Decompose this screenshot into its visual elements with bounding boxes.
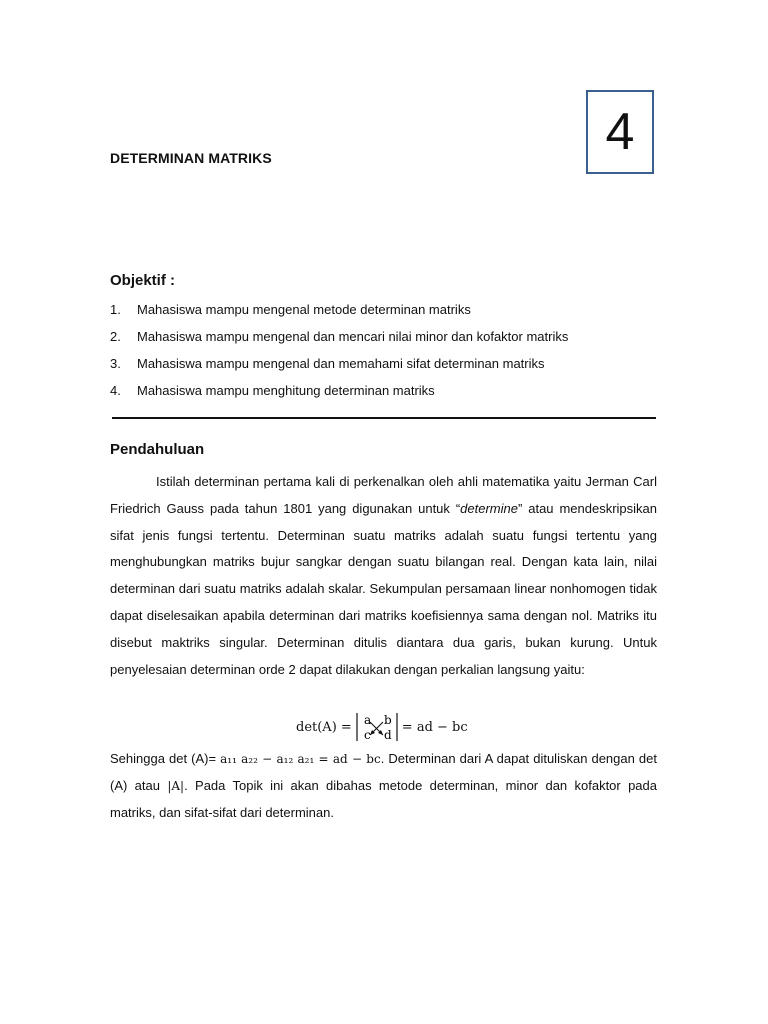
determinant-formula [296, 712, 468, 742]
entry-a: a [363, 713, 371, 727]
intro-paragraph [110, 469, 657, 683]
entry-d: d [383, 728, 392, 742]
list-item-text: Mahasiswa mampu mengenal dan mencari nilai minor dan kofaktor matriks [137, 329, 569, 344]
abs-a-math: |A| [167, 778, 185, 793]
list-item-text: Mahasiswa mampu mengenal dan memahami sifat determinan matriks [137, 356, 545, 371]
section-divider [112, 417, 656, 419]
conclusion-prefix: Sehingga det (A)= [110, 751, 221, 766]
list-item [110, 302, 670, 329]
objectives-list [110, 302, 670, 410]
intro-heading: Pendahuluan [110, 441, 205, 458]
conclusion-math: a₁₁ a₂₂ − a₁₂ a₂₁ = ad − bc [220, 752, 381, 766]
intro-text-part2: ” atau mendeskripsikan sifat jenis fungsi tertentu. Determinan suatu matriks adalah suatu fungsi tertentu yang menghubungkan matriks bujur sangkar dengan suatu bilangan real. Dengan kata lain, nilai determinan dari suatu matriks adalah skalar. Sekumpulan persamaan linear nonhomogen tidak dapat diselesaikan apabila determinan dari matriks koefisiennya sama dengan nol. Matriks itu disebut maktriks singular. Determinan ditulis diantara dua garis, bukan kurung. Untuk penyelesaian determinan orde 2 dapat dilakukan dengan perkalian langsung yaitu: [110, 500, 657, 677]
list-item-number: 1. [110, 302, 121, 317]
list-item-number: 4. [110, 383, 121, 398]
formula-lhs: det(A) = [296, 719, 352, 735]
formula-rhs: = ad − bc [401, 719, 468, 735]
objectives-heading: Objektif : [110, 272, 176, 289]
conclusion-text: . Determinan dari A dapat dituliskan dengan det (A) atau [110, 751, 657, 793]
list-item-number: 2. [110, 329, 121, 344]
list-item [110, 383, 670, 410]
entry-b: b [383, 713, 392, 727]
intro-text-part1: Istilah determinan pertama kali di perkenalkan oleh ahli matematika yaitu Jerman Carl Friedrich Gauss pada tahun 1801 yang digunakan untuk “ [110, 474, 657, 516]
list-item-number: 3. [110, 356, 121, 371]
list-item [110, 329, 670, 356]
chapter-number-box [586, 90, 654, 174]
page-title: DETERMINAN MATRIKS [110, 150, 272, 166]
list-item-text: Mahasiswa mampu menghitung determinan matriks [137, 383, 435, 398]
list-item [110, 356, 670, 383]
entry-c: c [363, 728, 371, 742]
list-item-text: Mahasiswa mampu mengenal metode determinan matriks [137, 302, 471, 317]
conclusion-rest: . Pada Topik ini akan dibahas metode determinan, minor dan kofaktor pada matriks, dan sifat-sifat dari determinan. [110, 777, 657, 820]
conclusion-paragraph [110, 746, 657, 826]
chapter-number: 4 [605, 103, 635, 161]
matrix-cross-diagram [354, 712, 400, 742]
intro-italic-term: determine [460, 500, 518, 516]
